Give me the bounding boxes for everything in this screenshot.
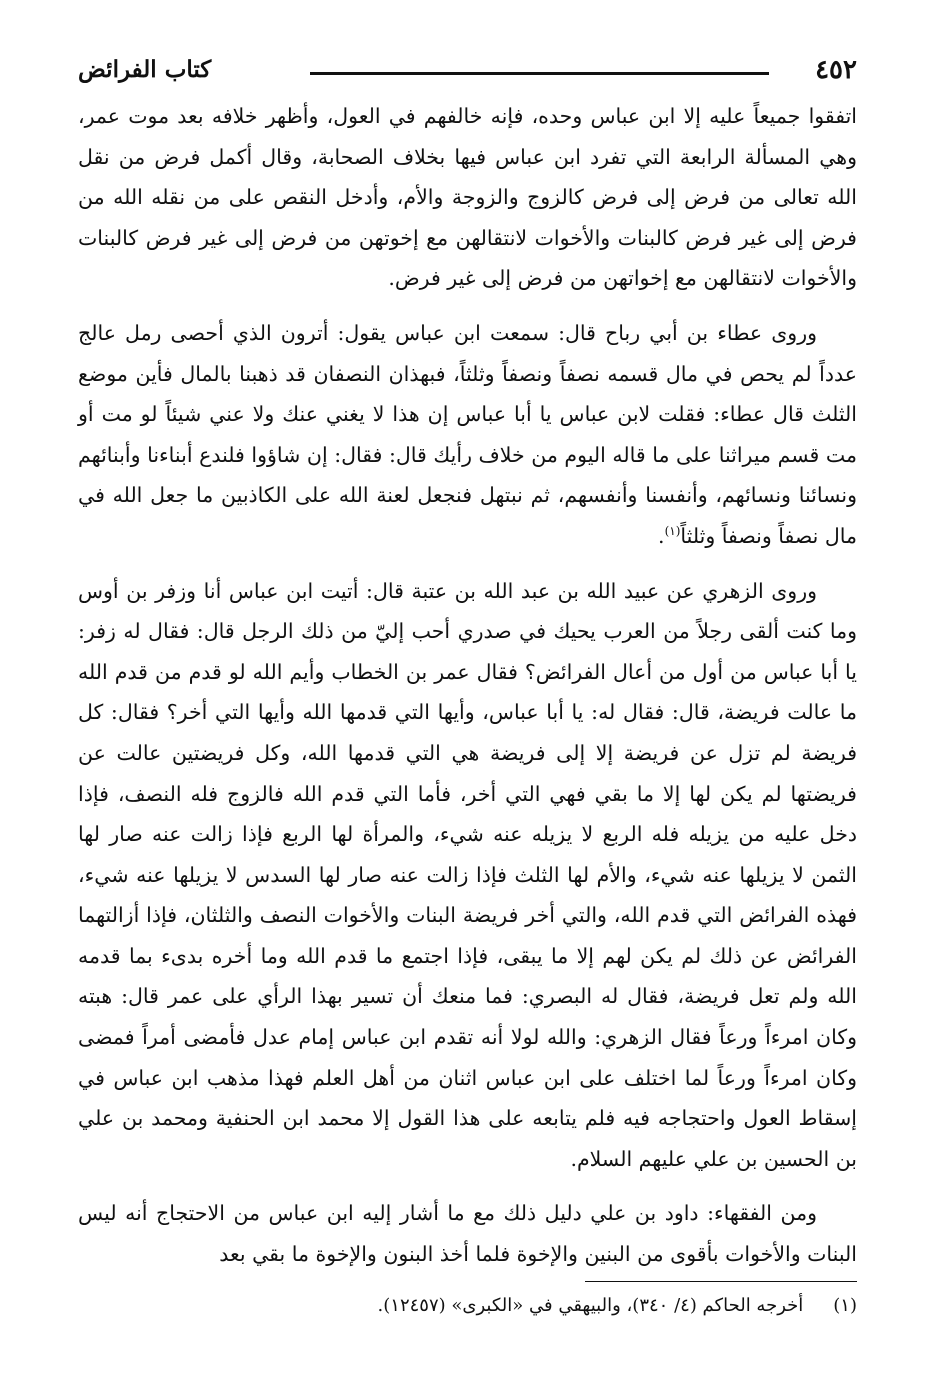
page-header bbox=[78, 50, 857, 90]
footnote-number: (١) bbox=[833, 1295, 857, 1316]
paragraph-2 bbox=[78, 313, 857, 557]
footnote-reference[interactable]: (١) bbox=[664, 524, 681, 539]
paragraph-2-text: وروى عطاء بن أبي رباح قال: سمعت ابن عباس يقول: أترون الذي أحصى رمل عالج عدداً لم يحص في مال قسمه نصفاً ونصفاً وثلثاً، فبهذان النصفان قد ذهبنا بالمال فأين موضع الثلث قال عطاء: فقلت لابن عباس يا أبا عباس إن هذا لا يغني عنك ولا عني شيئاً لو مت أو مت قسم ميراثنا على ما قاله اليوم من خلاف رأيك قال: فقال: إن شاؤوا فلندع أبناءنا وأبنائهم ونسائنا ونسائهم، وأنفسنا وأنفسهم، ثم نبتهل فنجعل لعنة الله على الكاذبين ما جعل الله في مال نصفاً ونصفاً وثلثاً bbox=[78, 320, 857, 548]
footnote bbox=[78, 1292, 857, 1320]
header-rule bbox=[310, 72, 769, 75]
paragraph-4: ومن الفقهاء: داود بن علي دليل ذلك مع ما أشار إليه ابن عباس من الاحتجاج أنه ليس البنات والأخوات بأقوى من البنين والإخوة فلما أخذ البنون والإخوة ما بقي بعد bbox=[78, 1201, 857, 1267]
footnote-divider bbox=[585, 1281, 857, 1282]
paragraph-3: وروى الزهري عن عبيد الله بن عبد الله بن عتبة قال: أتيت ابن عباس أنا وزفر بن أوس وما كنت ألقى رجلاً من العرب يحيك في صدري أحب إليّ من ذلك الرجل قال: فقال له زفر: يا أبا عباس من أول من أعال الفرائض؟ فقال عمر بن الخطاب وأيم الله لو قدم من قدم الله ما عالت فريضة، قال: فقال له: يا أبا عباس، وأيها التي قدمها الله وأيها التي أخر؟ فقال: كل فريضة لم تزل عن فريضة إلا إلى فريضة هي التي قدمها الله، وكل فريضتين عالت عن فريضتها لم يكن لها إلا ما بقي فهي التي أخر، فأما التي قدم الله فالزوج فله النصف، فإذا دخل عليه من يزيله فله الربع لا يزيله عنه شيء، والمرأة لها الربع فإذا زالت عنه صار لها الثمن لا يزيلها عنه شيء، والأم لها الثلث فإذا زالت عنه صار لها السدس لا يزيلها عنه شيء، فهذه الفرائض التي قدم الله، والتي أخر فريضة البنات والأخوات النصف والثلثان، فإذا أزالتهما الفرائض عن ذلك لم يكن لهم إلا ما يبقى، فإذا اجتمع ما قدم الله وما أخره بدىء بما قدمه الله ولم تعل فريضة، فقال له البصري: فما منعك أن تسير بهذا الرأي على عمر قال: هبته وكان امرءاً ورعاً فقال الزهري: والله لولا أنه تقدم ابن عباس إمام عدل فأمضى أمراً فمضى وكان امرءاً ورعاً لما اختلف على ابن عباس اثنان من أهل العلم فهذا مذهب ابن عباس في إسقاط العول واحتجاجه فيه فلم يتابعه على هذا القول إلا محمد ابن الحنفية ومحمد بن علي بن الحسين بن علي عليهم السلام. bbox=[78, 578, 857, 1171]
main-text bbox=[78, 96, 857, 1289]
paragraph-1: اتفقوا جميعاً عليه إلا ابن عباس وحده، فإنه خالفهم في العول، وأظهر خلافه بعد موت عمر، وهي المسألة الرابعة التي تفرد ابن عباس فيها بخلاف الصحابة، وقال أكمل فرض من نقل الله تعالى من فرض إلى فرض كالزوج والزوجة والأم، وأدخل النقص على من نقله الله من فرض إلى غير فرض كالبنات والأخوات لانتقالهن مع إخوتهن من فرض إلى غير فرض كالبنات والأخوات لانتقالهن مع إخواتهن من فرض إلى غير فرض. bbox=[78, 104, 857, 291]
page-number: ٤٥٢ bbox=[815, 55, 857, 85]
footnote-text: أخرجه الحاكم (٤/ ٣٤٠)، والبيهقي في «الكبرى» (١٢٤٥٧). bbox=[377, 1295, 804, 1316]
paragraph-2-end: . bbox=[658, 523, 665, 548]
book-title: كتاب الفرائض bbox=[78, 56, 212, 83]
